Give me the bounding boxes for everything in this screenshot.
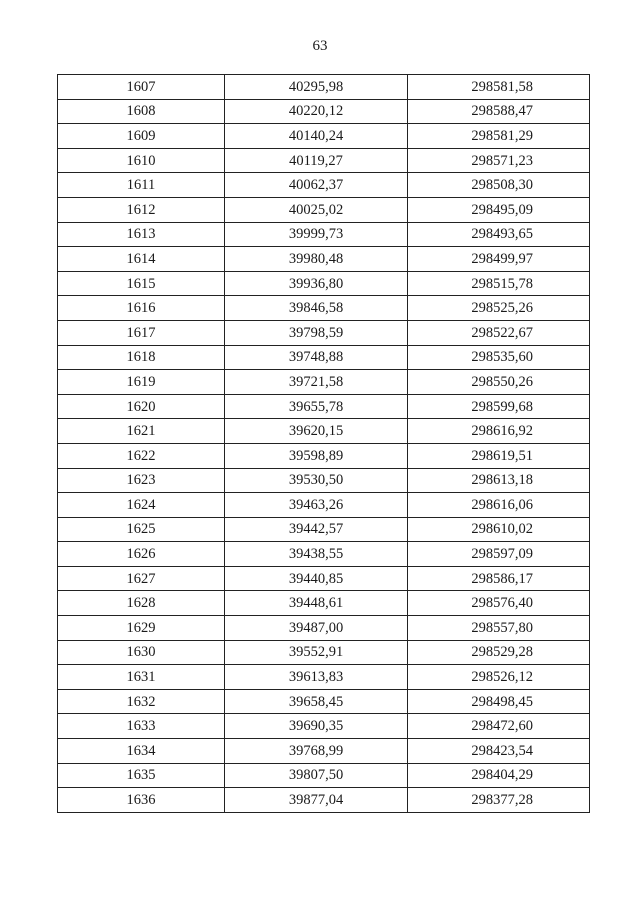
point-number-cell: 1612 <box>58 197 225 222</box>
table-row <box>58 345 590 370</box>
point-number-cell: 1624 <box>58 493 225 518</box>
table-row <box>58 468 590 493</box>
table-row <box>58 173 590 198</box>
coordinate-x-cell: 39768,99 <box>225 739 408 764</box>
table-row <box>58 296 590 321</box>
coordinate-y-cell: 298619,51 <box>408 443 590 468</box>
coordinate-x-cell: 39613,83 <box>225 665 408 690</box>
coordinate-x-cell: 39552,91 <box>225 640 408 665</box>
table-row <box>58 763 590 788</box>
table-row <box>58 271 590 296</box>
coordinate-y-cell: 298377,28 <box>408 788 590 813</box>
point-number-cell: 1628 <box>58 591 225 616</box>
coordinate-y-cell: 298525,26 <box>408 296 590 321</box>
coordinate-y-cell: 298515,78 <box>408 271 590 296</box>
point-number-cell: 1610 <box>58 148 225 173</box>
point-number-cell: 1633 <box>58 714 225 739</box>
table-row <box>58 222 590 247</box>
coordinate-x-cell: 39620,15 <box>225 419 408 444</box>
coordinate-x-cell: 39440,85 <box>225 566 408 591</box>
coordinate-y-cell: 298472,60 <box>408 714 590 739</box>
table-row <box>58 394 590 419</box>
coordinate-y-cell: 298610,02 <box>408 517 590 542</box>
coordinate-x-cell: 39487,00 <box>225 616 408 641</box>
point-number-cell: 1619 <box>58 370 225 395</box>
coordinate-x-cell: 39442,57 <box>225 517 408 542</box>
coordinate-y-cell: 298526,12 <box>408 665 590 690</box>
coordinates-table <box>57 74 590 813</box>
point-number-cell: 1609 <box>58 124 225 149</box>
coordinate-x-cell: 40295,98 <box>225 75 408 100</box>
table-row <box>58 247 590 272</box>
point-number-cell: 1629 <box>58 616 225 641</box>
coordinate-x-cell: 39598,89 <box>225 443 408 468</box>
coordinate-y-cell: 298535,60 <box>408 345 590 370</box>
table-row <box>58 75 590 100</box>
table-row <box>58 640 590 665</box>
point-number-cell: 1627 <box>58 566 225 591</box>
table-row <box>58 542 590 567</box>
coordinate-y-cell: 298599,68 <box>408 394 590 419</box>
coordinate-x-cell: 40119,27 <box>225 148 408 173</box>
point-number-cell: 1616 <box>58 296 225 321</box>
point-number-cell: 1632 <box>58 689 225 714</box>
coordinate-y-cell: 298588,47 <box>408 99 590 124</box>
table-row <box>58 493 590 518</box>
coordinate-y-cell: 298586,17 <box>408 566 590 591</box>
coordinate-y-cell: 298529,28 <box>408 640 590 665</box>
table-row <box>58 517 590 542</box>
coordinate-y-cell: 298550,26 <box>408 370 590 395</box>
table-row <box>58 714 590 739</box>
point-number-cell: 1608 <box>58 99 225 124</box>
table-row <box>58 370 590 395</box>
coordinate-y-cell: 298499,97 <box>408 247 590 272</box>
coordinate-x-cell: 39463,26 <box>225 493 408 518</box>
coordinate-y-cell: 298557,80 <box>408 616 590 641</box>
coordinate-y-cell: 298522,67 <box>408 320 590 345</box>
table-row <box>58 616 590 641</box>
coordinate-y-cell: 298597,09 <box>408 542 590 567</box>
coordinate-x-cell: 39530,50 <box>225 468 408 493</box>
coordinate-y-cell: 298493,65 <box>408 222 590 247</box>
point-number-cell: 1615 <box>58 271 225 296</box>
point-number-cell: 1611 <box>58 173 225 198</box>
coordinate-x-cell: 39748,88 <box>225 345 408 370</box>
point-number-cell: 1613 <box>58 222 225 247</box>
point-number-cell: 1636 <box>58 788 225 813</box>
coordinate-x-cell: 39721,58 <box>225 370 408 395</box>
coordinate-x-cell: 39846,58 <box>225 296 408 321</box>
table-row <box>58 689 590 714</box>
point-number-cell: 1625 <box>58 517 225 542</box>
table-row <box>58 124 590 149</box>
table-row <box>58 443 590 468</box>
point-number-cell: 1622 <box>58 443 225 468</box>
coordinate-x-cell: 39936,80 <box>225 271 408 296</box>
point-number-cell: 1620 <box>58 394 225 419</box>
coordinate-x-cell: 40220,12 <box>225 99 408 124</box>
point-number-cell: 1623 <box>58 468 225 493</box>
coordinate-y-cell: 298571,23 <box>408 148 590 173</box>
coordinate-y-cell: 298495,09 <box>408 197 590 222</box>
point-number-cell: 1621 <box>58 419 225 444</box>
coordinate-y-cell: 298581,29 <box>408 124 590 149</box>
coordinate-y-cell: 298613,18 <box>408 468 590 493</box>
coordinate-x-cell: 39999,73 <box>225 222 408 247</box>
point-number-cell: 1630 <box>58 640 225 665</box>
point-number-cell: 1617 <box>58 320 225 345</box>
table-row <box>58 566 590 591</box>
coordinates-table-body <box>58 75 590 813</box>
table-row <box>58 99 590 124</box>
table-row <box>58 788 590 813</box>
coordinate-y-cell: 298616,92 <box>408 419 590 444</box>
table-row <box>58 148 590 173</box>
coordinate-y-cell: 298581,58 <box>408 75 590 100</box>
coordinate-x-cell: 39690,35 <box>225 714 408 739</box>
coordinate-x-cell: 39438,55 <box>225 542 408 567</box>
coordinate-x-cell: 40062,37 <box>225 173 408 198</box>
coordinate-y-cell: 298616,06 <box>408 493 590 518</box>
coordinate-y-cell: 298404,29 <box>408 763 590 788</box>
coordinate-x-cell: 39448,61 <box>225 591 408 616</box>
point-number-cell: 1631 <box>58 665 225 690</box>
coordinate-y-cell: 298576,40 <box>408 591 590 616</box>
coordinate-x-cell: 40025,02 <box>225 197 408 222</box>
coordinate-x-cell: 39658,45 <box>225 689 408 714</box>
coordinate-x-cell: 39877,04 <box>225 788 408 813</box>
point-number-cell: 1618 <box>58 345 225 370</box>
coordinate-x-cell: 39980,48 <box>225 247 408 272</box>
point-number-cell: 1626 <box>58 542 225 567</box>
table-row <box>58 419 590 444</box>
point-number-cell: 1607 <box>58 75 225 100</box>
point-number-cell: 1634 <box>58 739 225 764</box>
table-row <box>58 591 590 616</box>
point-number-cell: 1635 <box>58 763 225 788</box>
coordinate-x-cell: 40140,24 <box>225 124 408 149</box>
table-row <box>58 665 590 690</box>
table-row <box>58 320 590 345</box>
coordinate-x-cell: 39798,59 <box>225 320 408 345</box>
page-number: 63 <box>312 38 328 54</box>
coordinate-x-cell: 39807,50 <box>225 763 408 788</box>
coordinate-y-cell: 298508,30 <box>408 173 590 198</box>
table-row <box>58 739 590 764</box>
table-row <box>58 197 590 222</box>
point-number-cell: 1614 <box>58 247 225 272</box>
coordinate-x-cell: 39655,78 <box>225 394 408 419</box>
coordinate-y-cell: 298423,54 <box>408 739 590 764</box>
coordinate-y-cell: 298498,45 <box>408 689 590 714</box>
